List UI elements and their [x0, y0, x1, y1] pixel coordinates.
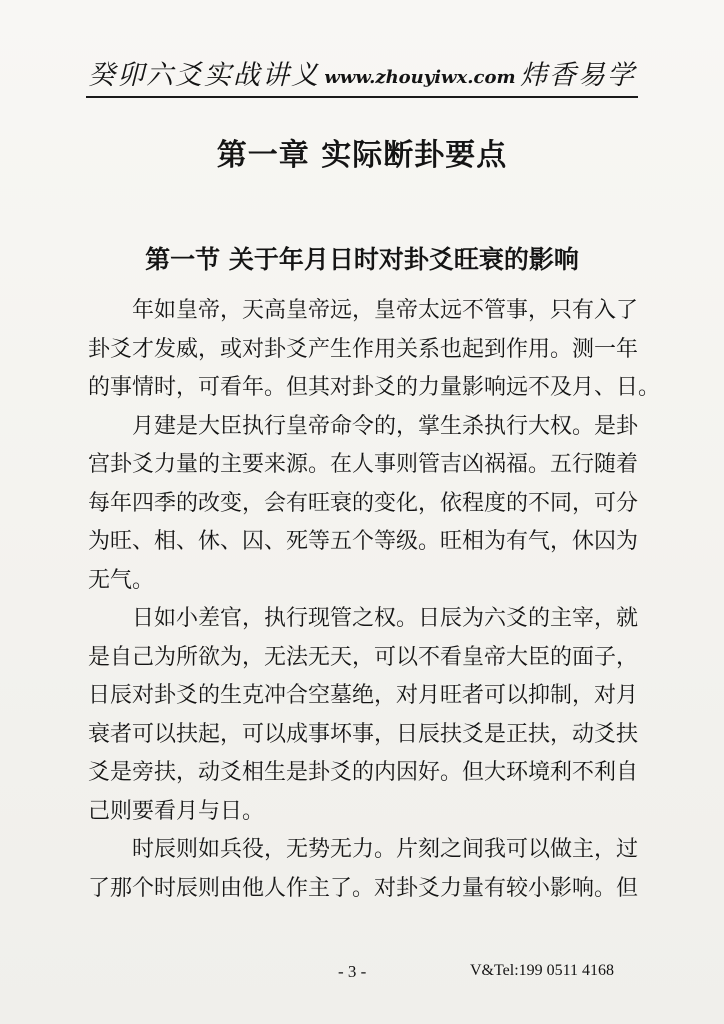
footer-contact-tel: V&Tel:199 0511 4168	[470, 962, 615, 979]
body-text	[88, 292, 661, 908]
body-line: 爻是旁扶，动爻相生是卦爻的内因好。但大环境利不利自	[88, 760, 639, 785]
chapter-title: 第一章 实际断卦要点	[216, 138, 508, 173]
header-book-title: 癸卯六爻实战讲义	[88, 60, 320, 91]
header-website-url: www.zhouyiwx.com	[324, 67, 516, 88]
body-line: 为旺、相、休、囚、死等五个等级。旺相为有气，休囚为	[88, 529, 639, 554]
body-line: 无气。	[88, 567, 155, 593]
page-header	[88, 56, 636, 92]
header-divider	[86, 96, 638, 98]
body-line: 的事情时，可看年。但其对卦爻的力量影响远不及月、日。	[88, 375, 661, 400]
body-line: 每年四季的改变，会有旺衰的变化，依程度的不同，可分	[88, 490, 639, 516]
body-line: 日辰对卦爻的生克冲合空墓绝，对月旺者可以抑制，对月	[88, 683, 639, 708]
body-line: 时辰则如兵役，无势无力。片刻之间我可以做主，过	[132, 837, 639, 862]
body-line: 宫卦爻力量的主要来源。在人事则管吉凶祸福。五行随着	[88, 452, 639, 477]
section-title: 第一节 关于年月日时对卦爻旺衰的影响	[145, 245, 579, 274]
body-line: 卦爻才发威，或对卦爻产生作用关系也起到作用。测一年	[88, 336, 639, 362]
header-publisher: 炜香易学	[520, 60, 636, 91]
page-number: - 3 -	[338, 962, 367, 981]
body-line: 己则要看月与日。	[88, 798, 265, 824]
body-line: 日如小差官，执行现管之权。日辰为六爻的主宰，就	[132, 606, 639, 631]
body-line: 了那个时辰则由他人作主了。对卦爻力量有较小影响。但	[88, 875, 639, 901]
body-line: 年如皇帝，天高皇帝远，皇帝太远不管事，只有入了	[132, 298, 639, 323]
body-line: 月建是大臣执行皇帝命令的，掌生杀执行大权。是卦	[132, 413, 639, 439]
body-line: 衰者可以扶起，可以成事坏事，日辰扶爻是正扶，动爻扶	[88, 721, 639, 747]
body-line: 是自己为所欲为，无法无天，可以不看皇帝大臣的面子，	[88, 644, 639, 670]
